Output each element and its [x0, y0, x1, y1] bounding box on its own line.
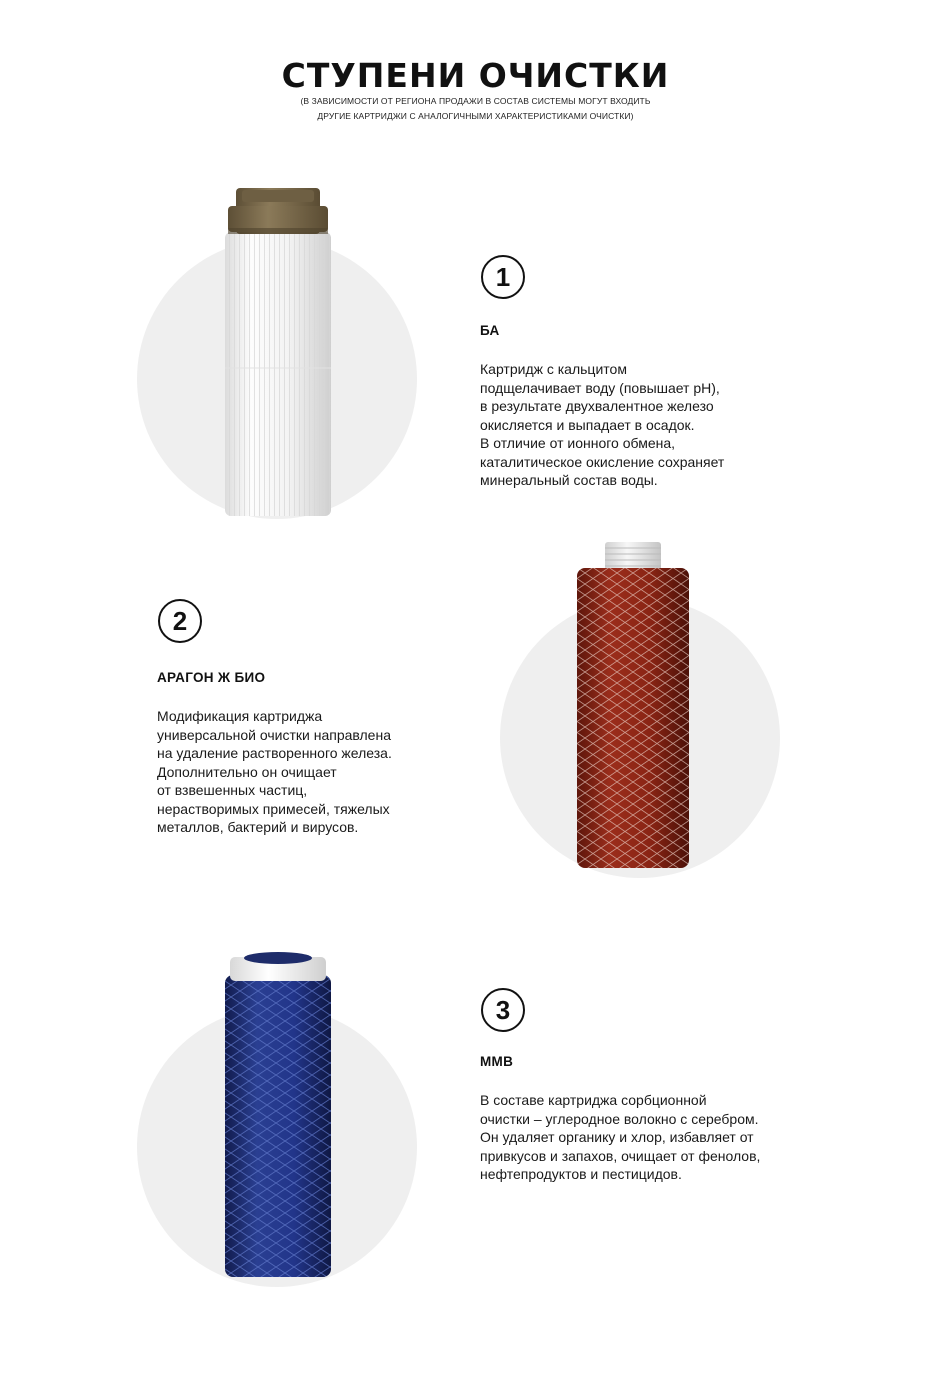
step-1-desc-line: минеральный состав воды. — [480, 472, 658, 488]
cartridge-aragon-image — [577, 540, 689, 870]
step-1-desc-line: подщелачивает воду (повышает pH), — [480, 379, 720, 396]
step-3-desc-line: привкусов и запахов, очищает от фенолов, — [480, 1147, 761, 1164]
step-3-number-badge — [481, 988, 525, 1032]
step-3-number: 3 — [495, 994, 511, 1025]
step-2-desc-line: универсальной очистки направлена — [157, 726, 391, 743]
step-2-number-badge — [158, 599, 202, 643]
step-3-desc-line: В составе картриджа сорбционной — [480, 1092, 707, 1108]
step-2-desc-line: металлов, бактерий и вирусов. — [157, 819, 359, 835]
step-1-desc-line: Картридж с кальцитом — [480, 361, 627, 377]
step-3-description — [480, 1091, 760, 1184]
cartridge-ba-image — [222, 188, 334, 518]
step-1-number: 1 — [495, 261, 511, 292]
step-1-desc-line: в результате двухвалентное железо — [480, 398, 714, 414]
step-1-desc-line: окисляется и выпадает в осадок. — [480, 416, 695, 433]
page-note-line-2: ДРУГИЕ КАРТРИДЖИ С АНАЛОГИЧНЫМИ ХАРАКТЕРИСТИКАМИ ОЧИСТКИ) — [317, 111, 634, 121]
step-1-description — [480, 360, 724, 490]
step-2-number: 2 — [172, 605, 188, 636]
step-1-desc-line: каталитическое окисление сохраняет — [480, 453, 725, 470]
step-3-desc-line: нефтепродуктов и пестицидов. — [480, 1166, 682, 1182]
step-2-desc-line: нерастворимых примесей, тяжелых — [157, 800, 390, 817]
step-1-name: БА — [480, 323, 500, 338]
step-2-description — [157, 707, 392, 837]
step-2-name: АРАГОН Ж БИО — [157, 670, 266, 685]
step-2-desc-line: Модификация картриджа — [157, 708, 323, 724]
page-title: СТУПЕНИ ОЧИСТКИ — [281, 56, 670, 95]
page-note-line-1: (В ЗАВИСИМОСТИ ОТ РЕГИОНА ПРОДАЖИ В СОСТАВ СИСТЕМЫ МОГУТ ВХОДИТЬ — [300, 96, 651, 106]
step-2-desc-line: на удаление растворенного железа. — [157, 745, 392, 761]
cartridge-mmv-image — [222, 949, 334, 1279]
step-3-desc-line: Он удаляет органику и хлор, избавляет от — [480, 1129, 754, 1145]
step-2-desc-line: Дополнительно он очищает — [157, 763, 337, 780]
step-2-desc-line: от взвешенных частиц, — [157, 782, 308, 798]
step-3-name: ММВ — [480, 1054, 514, 1069]
step-1-number-badge — [481, 255, 525, 299]
cartridge-aragon-thread — [605, 542, 661, 572]
step-1-desc-line: В отличие от ионного обмена, — [480, 435, 676, 451]
step-3-desc-line: очистки – углеродное волокно с серебром. — [480, 1110, 759, 1127]
